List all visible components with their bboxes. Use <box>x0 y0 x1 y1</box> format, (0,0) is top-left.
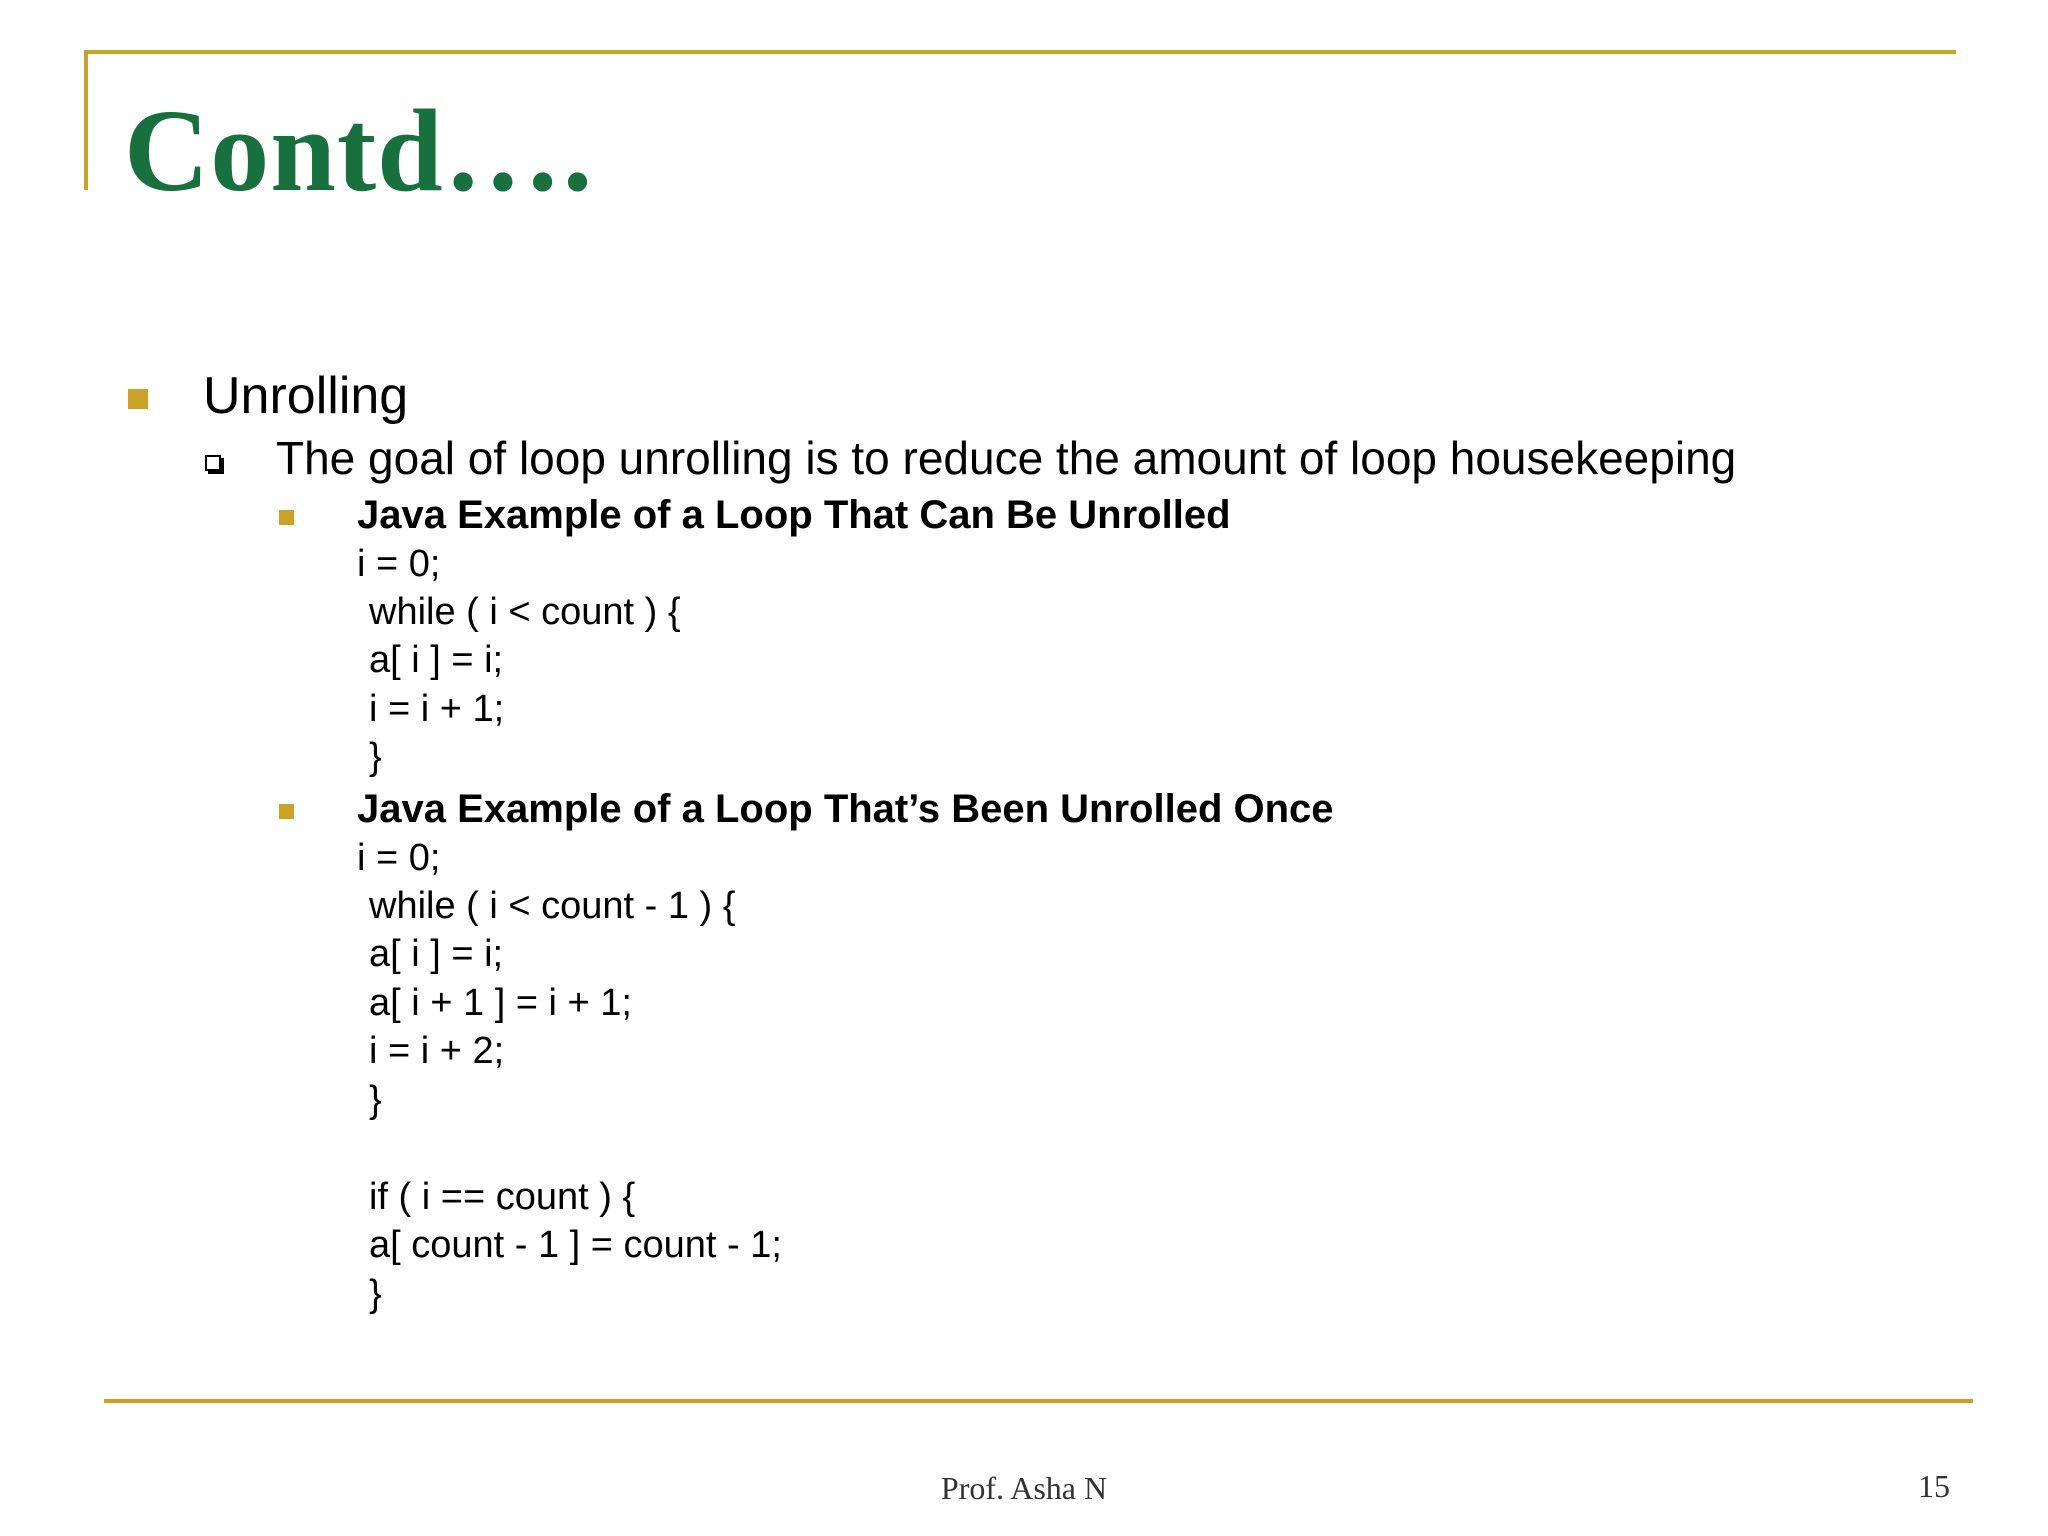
bullet-square-icon <box>128 389 148 409</box>
code-line: a[ i ] = i; <box>369 639 504 681</box>
bullet-square-icon <box>279 804 294 819</box>
top-rule <box>84 50 1956 54</box>
bullet-square-icon <box>279 510 294 525</box>
slide-title: Contd…. <box>124 85 594 216</box>
code-line: i = 0; <box>357 837 441 879</box>
left-rule <box>84 50 88 190</box>
checkbox-bullet-icon <box>205 455 221 471</box>
code-line: } <box>369 1273 382 1315</box>
sub-bullet-goal: The goal of loop unrolling is to reduce the amount of loop housekeeping <box>276 432 1737 484</box>
code-line: i = i + 2; <box>369 1030 505 1072</box>
code-line: a[ count - 1 ] = count - 1; <box>369 1224 782 1266</box>
code-line: while ( i < count ) { <box>369 591 681 633</box>
footer-author: Prof. Asha N <box>940 1470 1108 1506</box>
code-line: while ( i < count - 1 ) { <box>369 885 736 927</box>
code-line: i = i + 1; <box>369 688 505 730</box>
bottom-rule <box>104 1399 1973 1403</box>
code-line: i = 0; <box>357 543 441 585</box>
code-line: if ( i == count ) { <box>369 1176 636 1218</box>
example-2-heading: Java Example of a Loop That’s Been Unrolled Once <box>357 787 1334 831</box>
example-1-heading: Java Example of a Loop That Can Be Unrolled <box>357 493 1231 537</box>
code-line: } <box>369 736 382 778</box>
code-line: a[ i ] = i; <box>369 933 504 975</box>
code-line: } <box>369 1079 382 1121</box>
code-line: a[ i + 1 ] = i + 1; <box>369 982 632 1024</box>
page-number: 15 <box>1918 1468 1950 1504</box>
bullet-unrolling: Unrolling <box>203 367 409 425</box>
